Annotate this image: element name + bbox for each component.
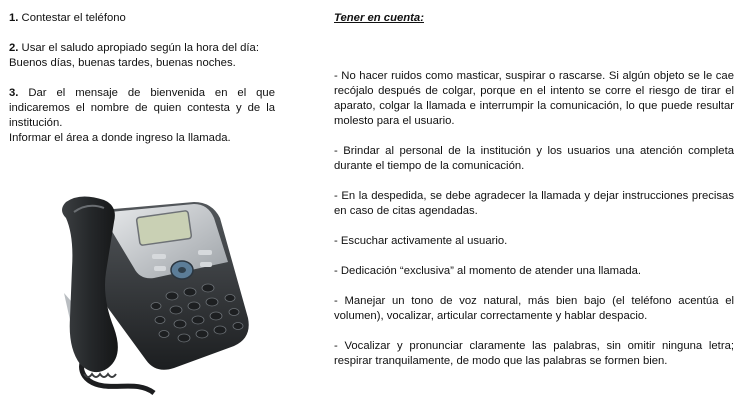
tip-item: - Vocalizar y pronunciar claramente las palabras, sin omitir ninguna letra; respirar tranquilamente, de modo que las palabras se formen bien. bbox=[334, 340, 734, 367]
tip-item: - Manejar un tono de voz natural, más bien bajo (el teléfono acentúa el volumen), vocalizar, articular correctamente y hablar despacio. bbox=[334, 295, 734, 322]
desk-phone-icon bbox=[44, 188, 260, 400]
tips-column bbox=[334, 11, 734, 384]
tip-item: - Dedicación “exclusiva” al momento de atender una llamada. bbox=[334, 265, 642, 277]
tip-item: - Brindar al personal de la institución y los usuarios una atención completa durante el tiempo de la comunicación. bbox=[334, 145, 734, 172]
step-1 bbox=[9, 11, 275, 26]
tip-item: - En la despedida, se debe agradecer la llamada y dejar instrucciones precisas en caso de citas agendadas. bbox=[334, 190, 734, 217]
step-2-text: Usar el saludo apropiado según la hora del día: bbox=[18, 42, 259, 54]
instructions-column bbox=[9, 11, 275, 161]
step-2-detail: Buenos días, buenas tardes, buenas noches. bbox=[9, 57, 236, 69]
step-2-number: 2. bbox=[9, 42, 19, 54]
step-1-number: 1. bbox=[9, 12, 19, 24]
step-1-text: Contestar el teléfono bbox=[18, 12, 126, 24]
step-2 bbox=[9, 41, 275, 56]
tip-item: - Escuchar activamente al usuario. bbox=[334, 235, 508, 247]
tips-heading: Tener en cuenta: bbox=[334, 12, 424, 24]
step-3 bbox=[9, 86, 275, 131]
tip-item: - No hacer ruidos como masticar, suspirar o rascarse. Si algún objeto se le cae recójalo después de colgar, porque en el intento se corre el riesgo de tirar el aparato, colgar la llamada e interrumpir la comunicación, lo que puede resultar molesto para el usuario. bbox=[334, 70, 734, 127]
step-3-detail: Informar el área a donde ingreso la llamada. bbox=[9, 132, 231, 144]
step-3-number: 3. bbox=[9, 87, 19, 99]
step-3-text: Dar el mensaje de bienvenida en el que indicaremos el nombre de quien contesta y de la institución. bbox=[9, 87, 275, 129]
